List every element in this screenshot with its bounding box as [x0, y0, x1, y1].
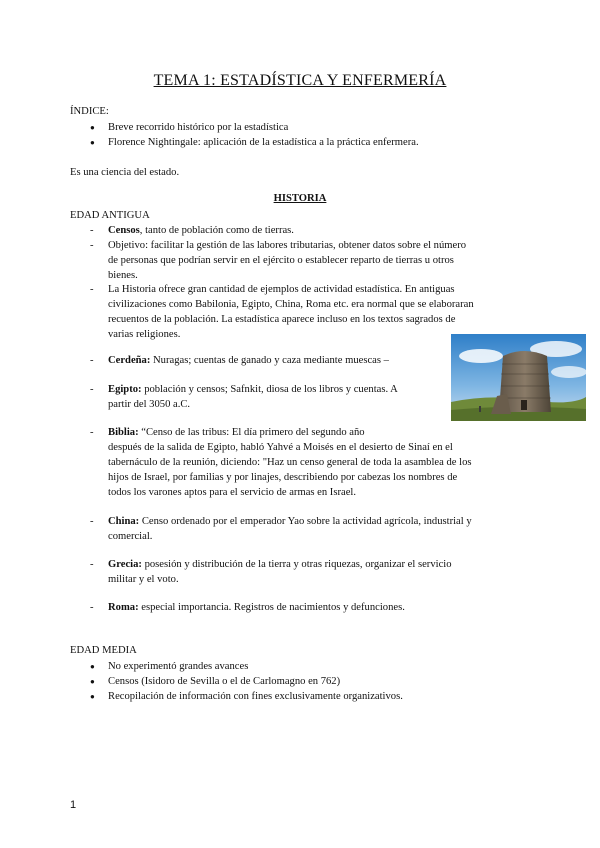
dash-icon: - [90, 516, 94, 527]
biblia-line: después de la salida de Egipto, habló Yahvé a Moisés en el desierto de Sinaí en el [108, 442, 453, 453]
biblia-line: todos los varones aptos para el servicio de armas en Israel. [108, 487, 356, 498]
biblia-line: tabernáculo de la reunión, diciendo: "Haz un censo general de toda la asamblea de los [108, 457, 472, 468]
censos-item: Censos, tanto de población como de tierras. [108, 225, 294, 236]
dash-icon: - [90, 225, 94, 236]
nuraghe-photo [451, 334, 586, 421]
roma-item: Roma: especial importancia. Registros de nacimientos y defunciones. [108, 602, 405, 613]
grecia-line: militar y el voto. [108, 574, 179, 585]
dash-icon: - [90, 240, 94, 251]
page-title: TEMA 1: ESTADÍSTICA Y ENFERMERÍA [153, 72, 447, 89]
biblia-line: hijos de Israel, por familias y por linajes, describiendo por cabezas los nombres de [108, 472, 458, 483]
bullet-icon: ● [90, 692, 95, 701]
edad-media-item: Recopilación de información con fines exclusivamente organizativos. [108, 691, 403, 702]
index-item: Breve recorrido histórico por la estadística [108, 122, 289, 133]
index-item: Florence Nightingale: aplicación de la estadística a la práctica enfermera. [108, 137, 419, 148]
historia-heading: HISTORIA [273, 193, 327, 204]
edad-media-label: EDAD MEDIA [70, 645, 137, 656]
edad-antigua-label: EDAD ANTIGUA [70, 210, 150, 221]
bullet-icon: ● [90, 123, 95, 132]
historia-line: varias religiones. [108, 329, 181, 340]
edad-media-item: Censos (Isidoro de Sevilla o el de Carlomagno en 762) [108, 676, 341, 687]
china-item: China: Censo ordenado por el emperador Yao sobre la actividad agrícola, industrial y [108, 516, 472, 527]
objetivo-line: de personas que podrían servir en el ejército o establecer reparto de tierras u otros [108, 255, 454, 266]
egipto-line: partir del 3050 a.C. [108, 399, 191, 410]
dash-icon: - [90, 602, 94, 613]
historia-line: civilizaciones como Babilonia, Egipto, China, Roma etc. era normal que se elaboraran [108, 299, 474, 310]
index-label: ÍNDICE: [70, 106, 109, 117]
dash-icon: - [90, 427, 94, 438]
dash-icon: - [90, 559, 94, 570]
dash-icon: - [90, 384, 94, 395]
bullet-icon: ● [90, 662, 95, 671]
intro-text: Es una ciencia del estado. [70, 167, 180, 178]
dash-icon: - [90, 355, 94, 366]
grecia-item: Grecia: posesión y distribución de la tierra y otras riquezas, organizar el servicio [108, 559, 452, 570]
cerdena-item: Cerdeña: Nuragas; cuentas de ganado y caza mediante muescas – [108, 355, 389, 366]
dash-icon: - [90, 284, 94, 295]
objetivo-line: bienes. [108, 270, 138, 281]
bullet-icon: ● [90, 677, 95, 686]
historia-line: La Historia ofrece gran cantidad de ejemplos de actividad estadística. En antiguas [108, 284, 455, 295]
egipto-item: Egipto: población y censos; Safnkit, diosa de los libros y cuentas. A [108, 384, 398, 395]
edad-media-item: No experimentó grandes avances [108, 661, 249, 672]
bullet-icon: ● [90, 138, 95, 147]
biblia-item: Biblia: “Censo de las tribus: El día primero del segundo año [108, 427, 365, 438]
page-number: 1 [70, 799, 77, 811]
historia-line: recuentos de la población. La estadística aparece incluso en los textos sagrados de [108, 314, 456, 325]
china-line: comercial. [108, 531, 153, 542]
objetivo-line: Objetivo: facilitar la gestión de las labores tributarias, obtener datos sobre el número [108, 240, 467, 251]
